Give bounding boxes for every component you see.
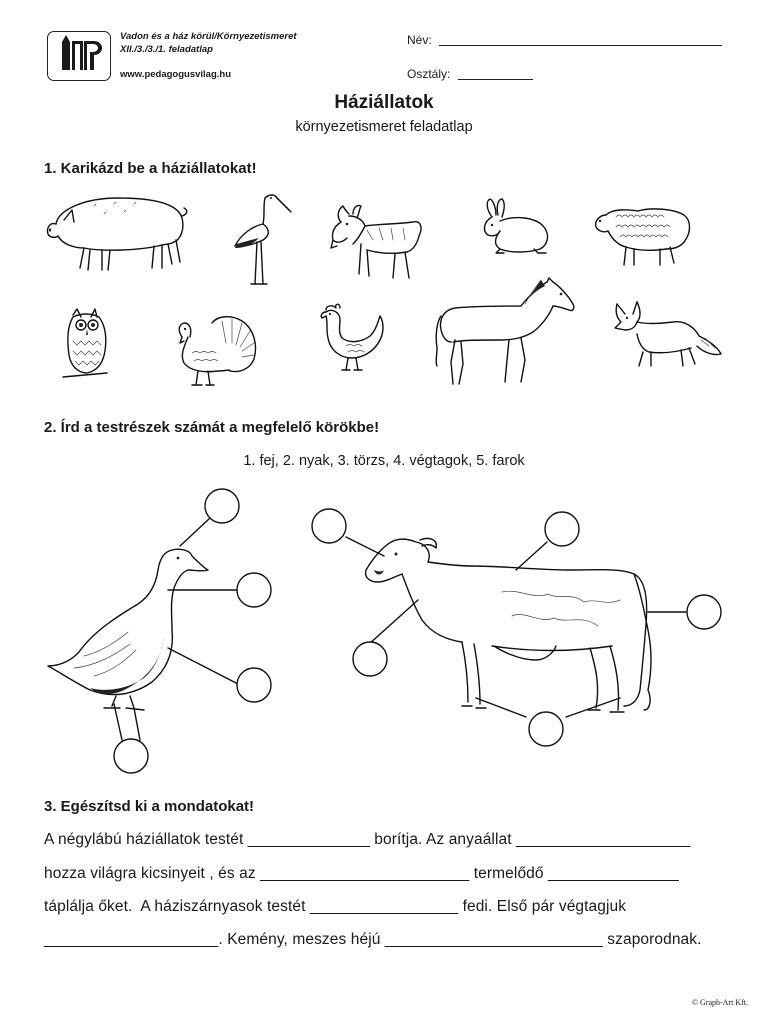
- answer-circle-cow-head[interactable]: [312, 509, 346, 543]
- answer-circle-goose-legs[interactable]: [114, 739, 148, 773]
- answer-circle-goose-head[interactable]: [205, 489, 239, 523]
- body-parts-list: 1. fej, 2. nyak, 3. törzs, 4. végtagok, 5. farok: [243, 453, 525, 469]
- page-title: Háziállatok: [334, 92, 434, 113]
- answer-circle-cow-tail[interactable]: [687, 595, 721, 629]
- class-label: Osztály:: [407, 67, 451, 81]
- task3-heading: 3. Egészítsd ki a mondatokat!: [44, 798, 255, 815]
- publisher-line-1: Vadon és a ház körül/Környezetismeret: [120, 31, 297, 42]
- answer-circle-goose-neck[interactable]: [237, 573, 271, 607]
- sentence-line-3[interactable]: táplálja őket. A háziszárnyasok testét _________________ fedi. Első pár végtagjuk: [44, 898, 627, 915]
- task2-heading: 2. Írd a testrészek számát a megfelelő körökbe!: [44, 419, 380, 436]
- page-subtitle: környezetismeret feladatlap: [295, 119, 473, 135]
- publisher-line-2: XII./3./3./1. feladatlap: [120, 44, 213, 55]
- answer-circle-cow-neck[interactable]: [545, 512, 579, 546]
- sentence-line-1[interactable]: A négylábú háziállatok testét ______________ borítja. Az anyaállat ____________________: [44, 831, 691, 848]
- sentence-line-4[interactable]: ____________________. Kemény, meszes héjú _________________________ szaporodnak.: [44, 931, 702, 948]
- name-label: Név:: [407, 33, 432, 47]
- answer-circle-cow-legs[interactable]: [529, 712, 563, 746]
- sentence-line-2[interactable]: hozza világra kicsinyeit , és az ________________________ termelődő _______________: [44, 865, 679, 882]
- task1-heading: 1. Karikázd be a háziállatokat!: [44, 160, 257, 177]
- answer-circle-cow-body[interactable]: [353, 642, 387, 676]
- website-link[interactable]: www.pedagogusvilag.hu: [120, 69, 232, 80]
- copyright-notice: © Graph-Art Kft.: [691, 998, 748, 1007]
- answer-circle-goose-body[interactable]: [237, 668, 271, 702]
